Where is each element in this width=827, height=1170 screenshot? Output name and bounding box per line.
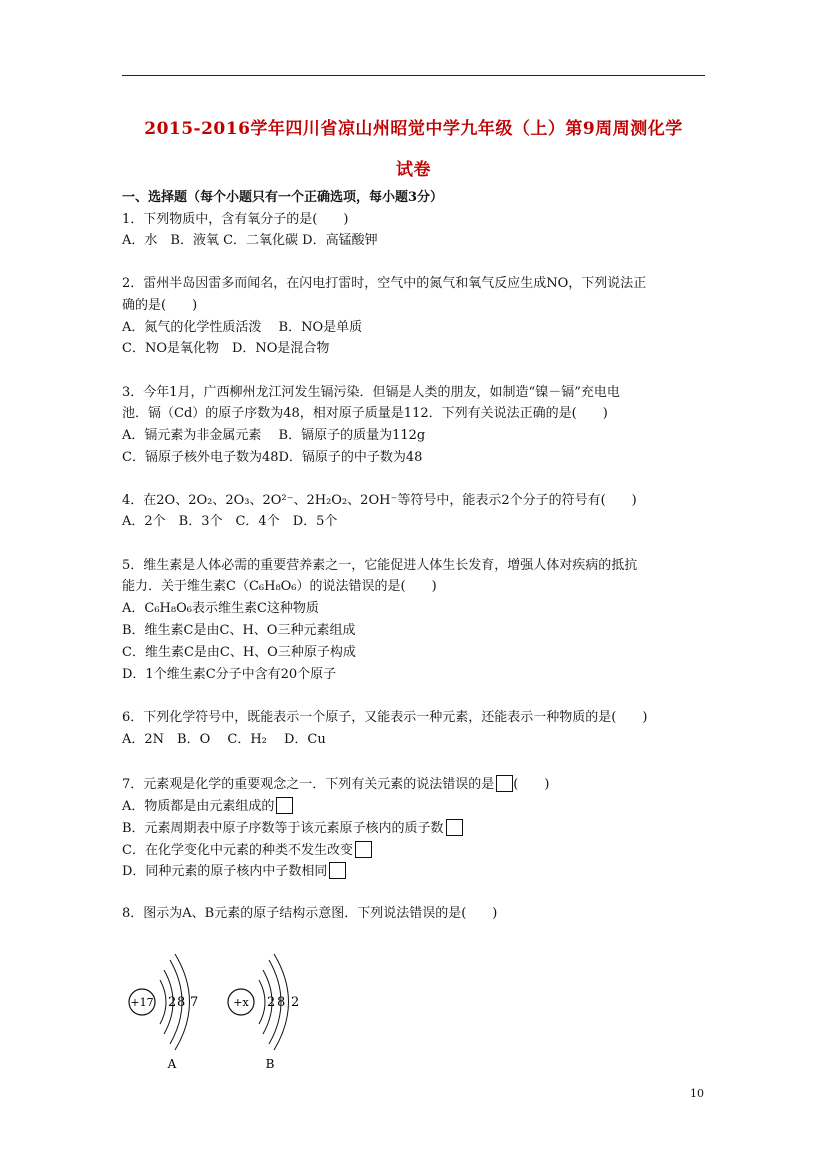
q4-stem-suffix: 等符号中，能表示2个分子的符号有( ) bbox=[397, 493, 637, 508]
q5-stem-line1: 5．维生素是人体必需的重要营养素之一，它能促进人体生长发育，增强人体对疾病的抵抗 bbox=[122, 558, 638, 573]
q7-option-d: D．同种元素的原子核内中子数相同 bbox=[122, 864, 328, 879]
q2-options-ab: A．氮气的化学性质活泼 B．NO是单质 bbox=[122, 320, 363, 335]
q5-option-c: C．维生素C是由C、H、O三种原子构成 bbox=[122, 645, 356, 660]
q7-option-b: B．元素周期表中原子序数等于该元素原子核内的质子数 bbox=[122, 821, 444, 836]
q7-option-c: C．在化学变化中元素的种类不发生改变 bbox=[122, 843, 353, 858]
q1-options: A．水 B．液氧 C．二氧化碳 D．高锰酸钾 bbox=[122, 233, 378, 248]
q4-stem bbox=[122, 493, 637, 509]
section-heading: 一、选择题（每个小题只有一个正确选项，每小题3分） bbox=[122, 190, 444, 205]
q2-stem-line2: 确的是( ) bbox=[122, 298, 198, 313]
q8-stem: 8．图示为A、B元素的原子结构示意图．下列说法错误的是( ) bbox=[122, 906, 498, 921]
atom-b-nucleus-label: +x bbox=[233, 996, 249, 1009]
q1-stem: 1．下列物质中，含有氧分子的是( ) bbox=[122, 212, 349, 227]
q7-stem bbox=[122, 775, 549, 793]
q7-option-b-box bbox=[446, 819, 463, 836]
atom-b-shell-count-3: 2 bbox=[291, 995, 300, 1010]
q2-stem-line1: 2．雷州半岛因雷多而闻名，在闪电打雷时，空气中的氮气和氧气反应生成NO，下列说法正 bbox=[122, 276, 647, 291]
q5-option-d: D．1个维生素C分子中含有20个原子 bbox=[122, 667, 337, 682]
atom-a bbox=[129, 954, 198, 1071]
atom-b-shell-count-2: 8 bbox=[277, 995, 286, 1010]
q7-stem-tail: ( ) bbox=[513, 777, 550, 792]
exam-title: 2015-2016学年四川省凉山州昭觉中学九年级（上）第9周周测化学 bbox=[144, 119, 683, 139]
q7-option-a-line bbox=[122, 797, 293, 815]
q7-option-b-line bbox=[122, 819, 463, 837]
q3-stem-line1: 3．今年1月，广西柳州龙江河发生镉污染．但镉是人类的朋友，如制造“镍－镉”充电电 bbox=[122, 385, 620, 400]
q5-option-b: B．维生素C是由C、H、O三种元素组成 bbox=[122, 623, 356, 638]
header-rule bbox=[122, 75, 705, 76]
atom-b-label: B bbox=[265, 1057, 275, 1071]
q6-stem: 6．下列化学符号中，既能表示一个原子，又能表示一种元素，还能表示一种物质的是( ) bbox=[122, 710, 648, 725]
atom-a-shell-count-3: 7 bbox=[190, 995, 199, 1010]
q5-stem-line2: 能力．关于维生素C（C₆H₈O₆）的说法错误的是( ) bbox=[122, 579, 437, 594]
q3-stem-line2: 池．镉（Cd）的原子序数为48，相对原子质量是112．下列有关说法正确的是( ) bbox=[122, 406, 608, 421]
q2-options-cd: C．NO是氧化物 D．NO是混合物 bbox=[122, 341, 330, 356]
q5-option-a: A．C₆H₈O₆表示维生素C这种物质 bbox=[122, 601, 319, 616]
q6-options: A．2N B．O C．H₂ D．Cu bbox=[122, 732, 326, 747]
atom-a-shell-1 bbox=[160, 980, 166, 1024]
q7-stem-text: 7．元素观是化学的重要观念之一．下列有关元素的说法错误的是 bbox=[122, 777, 495, 792]
q4-stem-prefix: 4．在 bbox=[122, 493, 157, 508]
q7-option-d-box bbox=[329, 862, 346, 879]
q7-option-d-line bbox=[122, 862, 346, 880]
exam-title-continued: 试卷 bbox=[396, 160, 431, 180]
q7-option-c-box bbox=[355, 841, 372, 858]
q7-option-c-line bbox=[122, 841, 372, 859]
q7-option-a: A．物质都是由元素组成的 bbox=[122, 799, 275, 814]
q7-option-a-box bbox=[276, 797, 293, 814]
q7-blank-box bbox=[496, 775, 513, 792]
q4-options: A．2个 B．3个 C．4个 D．5个 bbox=[122, 514, 338, 529]
atom-a-label: A bbox=[167, 1057, 177, 1071]
q4-symbols: 2O、2O₂、2O₃、2O²⁻、2H₂O₂、2OH⁻ bbox=[156, 493, 398, 508]
atom-b bbox=[228, 954, 299, 1071]
q3-options-cd: C．镉原子核外电子数为48D．镉原子的中子数为48 bbox=[122, 450, 423, 465]
atom-a-shell-count-1: 2 bbox=[168, 995, 177, 1010]
atomic-structure-diagram bbox=[120, 948, 320, 1078]
atom-b-shell-count-1: 2 bbox=[267, 995, 276, 1010]
atom-b-shell-1 bbox=[259, 980, 265, 1024]
page-number: 10 bbox=[690, 1087, 704, 1100]
atom-a-shell-count-2: 8 bbox=[177, 995, 186, 1010]
atom-a-nucleus-label: +17 bbox=[130, 996, 154, 1009]
q3-options-ab: A．镉元素为非金属元素 B．镉原子的质量为112g bbox=[122, 428, 426, 443]
